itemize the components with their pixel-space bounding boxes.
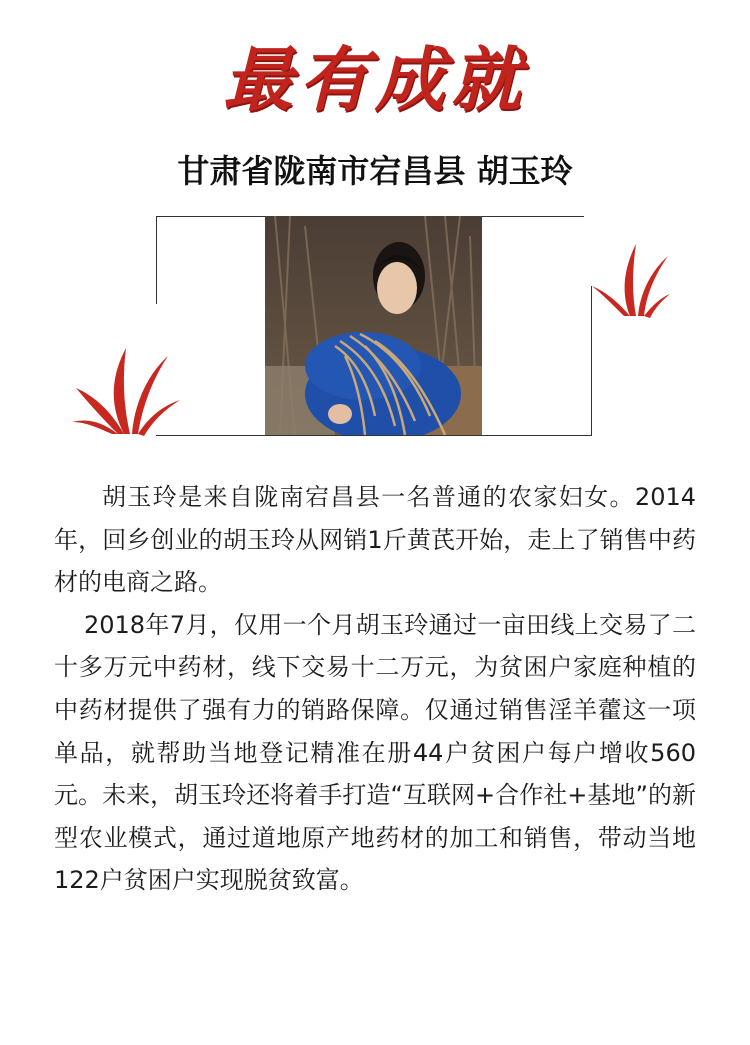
grass-decoration-icon xyxy=(592,236,670,320)
paragraph: 2018年7月，仅用一个月胡玉玲通过一亩田线上交易了二十多万元中药材，线下交易十二万元，为贫困户家庭种植的中药材提供了强有力的销路保障。仅通过销售淫羊藿这一项单品，就帮助当地登记精准在册44户贫困户每户增收560元。未来，胡玉玲还将着手打造“互联网+合作社+基地”的新型农业模式，通过道地原产地药材的加工和销售，带动当地122户贫困户实现脱贫致富。 xyxy=(54,610,696,895)
portrait-photo-icon xyxy=(265,216,482,435)
paragraph: 胡玉玲是来自陇南宕昌县一名普通的农家妇女。2014年，回乡创业的胡玉玲从网销1斤黄芪开始，走上了销售中药材的电商之路。 xyxy=(54,483,696,597)
article-body xyxy=(54,476,696,902)
page-subtitle: 甘肃省陇南市宕昌县 胡玉玲 xyxy=(177,152,573,190)
portrait-photo xyxy=(265,216,482,435)
grass-decoration-icon xyxy=(72,330,182,440)
page-title: 最有成就 xyxy=(223,38,527,121)
